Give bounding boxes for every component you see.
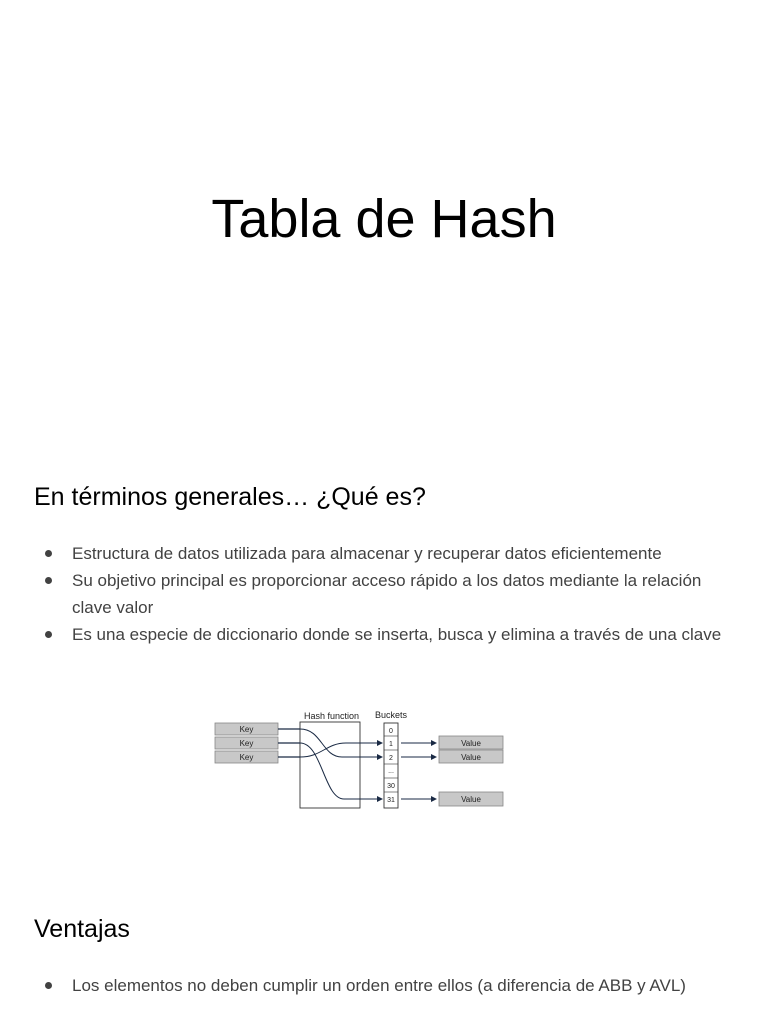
section-title-que-es: En términos generales… ¿Qué es? (34, 483, 426, 511)
key-label: Key (239, 739, 254, 748)
bullet-dot-icon (45, 982, 52, 989)
value-label: Value (461, 739, 481, 748)
bullet-item (0, 972, 768, 999)
value-label: Value (461, 753, 481, 762)
hash-table-diagram (212, 706, 508, 812)
value-box (439, 750, 503, 763)
key-label: Key (239, 725, 254, 734)
bullet-text: Estructura de datos utilizada para almacenar y recuperar datos eficientemente (72, 544, 662, 563)
key-label: Key (239, 753, 254, 762)
section-title-ventajas: Ventajas (34, 915, 130, 943)
bucket-label: ... (388, 768, 394, 775)
bullet-text: Los elementos no deben cumplir un orden entre ellos (a diferencia de ABB y AVL) (72, 976, 686, 995)
bucket-label: 31 (387, 797, 395, 804)
bullet-item (0, 540, 768, 567)
bullet-item (0, 621, 768, 648)
bullet-list-ventajas (0, 972, 768, 999)
bullet-dot-icon (45, 550, 52, 557)
bucket-label: 1 (389, 741, 393, 748)
hash-function-label: Hash function (304, 711, 360, 721)
value-box (439, 736, 503, 749)
bucket-label: 0 (389, 728, 393, 735)
hash-function-box (300, 722, 360, 808)
value-label: Value (461, 795, 481, 804)
buckets-column (384, 723, 398, 808)
bullet-text: Es una especie de diccionario donde se inserta, busca y elimina a través de una clave (72, 625, 722, 644)
bullet-list-que-es (0, 540, 768, 648)
bullet-text: Su objetivo principal es proporcionar acceso rápido a los datos mediante la relación clave valor (72, 571, 702, 617)
key-box (215, 751, 278, 763)
bullet-dot-icon (45, 631, 52, 638)
buckets-label: Buckets (375, 710, 408, 720)
value-box (439, 792, 503, 806)
bucket-label: 30 (387, 783, 395, 790)
slide-title: Tabla de Hash (211, 189, 557, 249)
bullet-dot-icon (45, 577, 52, 584)
bullet-item (0, 567, 768, 621)
bucket-label: 2 (389, 755, 393, 762)
key-box (215, 737, 278, 749)
key-box (215, 723, 278, 735)
